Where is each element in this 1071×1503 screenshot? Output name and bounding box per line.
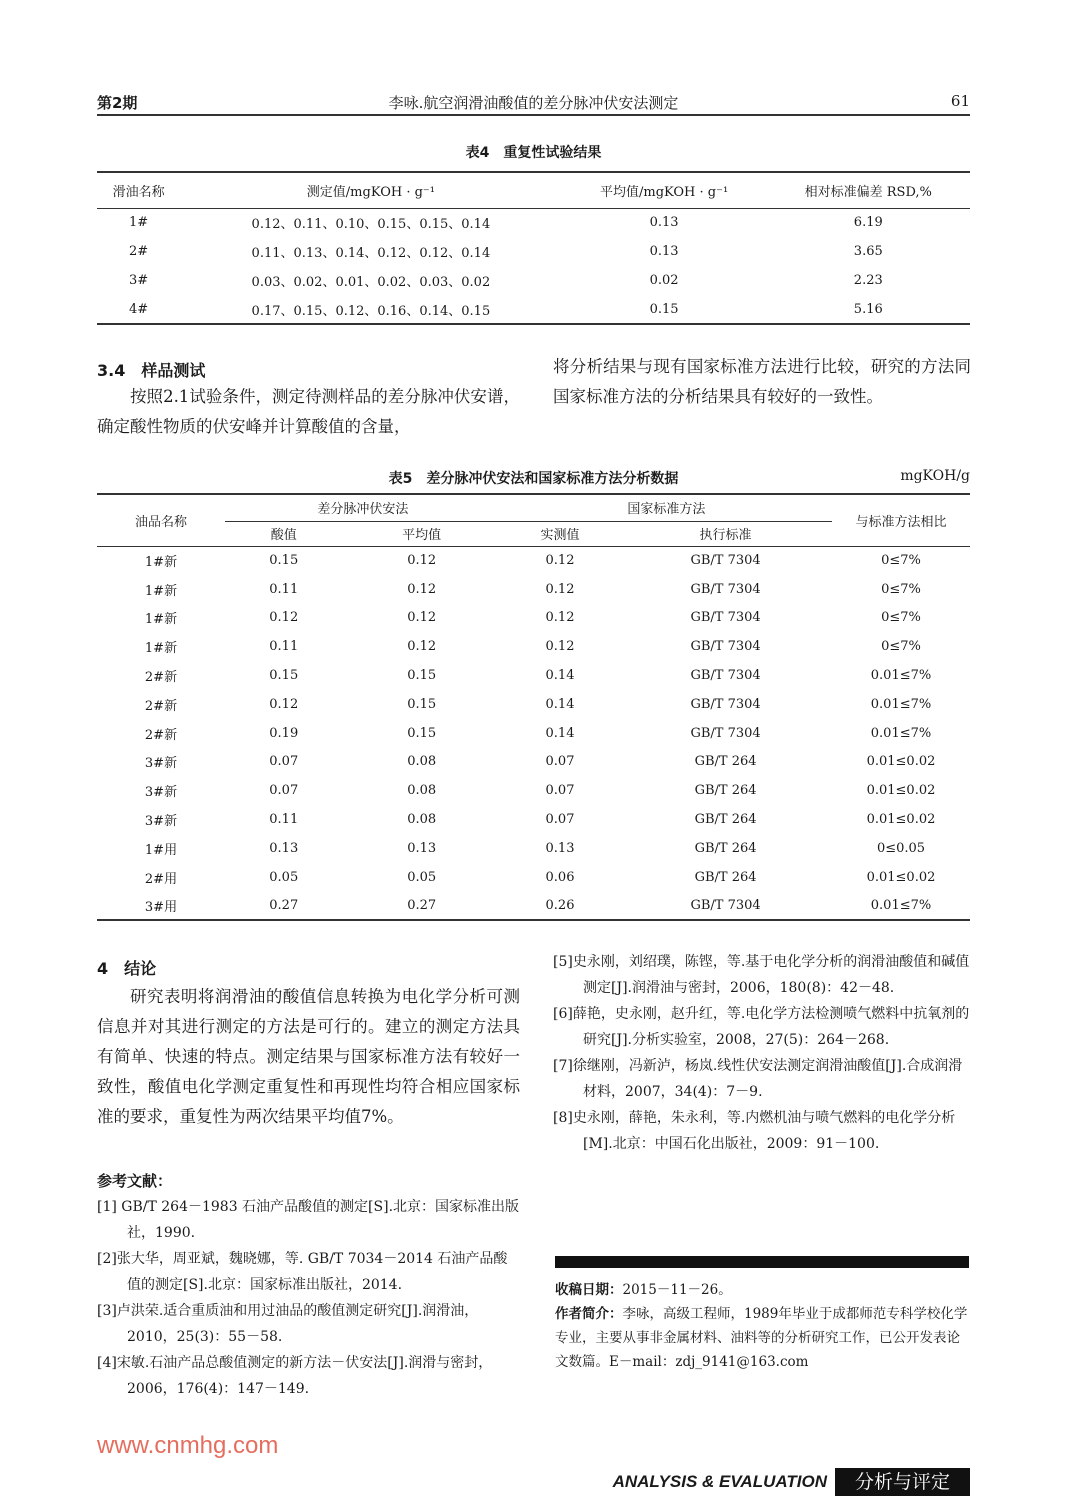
table-row (97, 748, 970, 777)
table-cell: 0.13 (269, 840, 299, 856)
table-row (97, 834, 970, 863)
table-cell: 0.13 (649, 215, 679, 231)
table-cell: 3#新 (144, 785, 178, 801)
page-number: 61 (950, 92, 970, 110)
table-cell: GB/T 7304 (690, 553, 761, 569)
table-row (97, 892, 970, 921)
table-cell: 0.05 (269, 869, 299, 885)
table5 (97, 493, 970, 921)
table-cell: 5.16 (767, 295, 970, 324)
table-cell: 3#新 (144, 814, 178, 830)
table5-caption: 表5 差分脉冲伏安法和国家标准方法分析数据 (388, 471, 679, 487)
table-cell: 0.15 (269, 553, 299, 569)
table-cell: 0.12 (545, 610, 575, 626)
table-cell: 1#新 (144, 583, 178, 599)
table-row (97, 690, 970, 719)
issue-number: 第2期 (97, 94, 138, 112)
reference-item: [4]宋敏.石油产品总酸值测定的新方法－伏安法[J].润滑与密封，2006，176(4)：147－149. (97, 1355, 493, 1397)
references-left (97, 1194, 520, 1402)
table-cell: 0.07 (545, 812, 575, 828)
header-acid-value: 酸值 (225, 521, 343, 546)
footnote (555, 1278, 969, 1374)
table-cell: 0.07 (269, 783, 299, 799)
table-cell: 0≤7% (881, 610, 921, 626)
watermark: www.cnmhg.com (97, 1432, 279, 1459)
table-cell: 2#新 (144, 670, 178, 686)
table-cell: 0.12、0.11、0.10、0.15、0.15、0.14 (251, 217, 491, 233)
header-national-standard: 国家标准方法 (501, 494, 832, 521)
table4 (97, 171, 970, 325)
header-oil-name: 油品名称 (97, 494, 225, 546)
table-cell: GB/T 264 (694, 812, 757, 828)
table-cell: GB/T 7304 (690, 581, 761, 597)
table-cell: 0.11、0.13、0.14、0.12、0.12、0.14 (251, 246, 491, 261)
table-row (97, 805, 970, 834)
table-cell: 0.14 (545, 696, 575, 712)
table-cell: 0.13 (545, 840, 575, 856)
table-cell: 0.01≤0.02 (866, 783, 936, 799)
reference-item: [7]徐继刚，冯新泸，杨岚.线性伏安法测定润滑油酸值[J].合成润滑材料，2007，34(4)：7－9. (553, 1058, 963, 1100)
table-cell: GB/T 264 (694, 869, 757, 885)
header-comparison: 与标准方法相比 (832, 494, 970, 546)
table-cell: 2.23 (853, 273, 883, 288)
footer-journal-en: ANALYSIS & EVALUATION (612, 1472, 827, 1491)
table-cell: GB/T 264 (694, 840, 757, 856)
table5-unit: mgKOH/g (900, 468, 970, 484)
table-cell: 3#新 (144, 756, 178, 772)
header-average: 平均值 (343, 521, 501, 546)
table-row (97, 208, 970, 237)
table-cell: 0.11 (269, 639, 299, 655)
table-cell: 0.12 (407, 639, 437, 655)
table-cell: 0≤7% (881, 553, 921, 569)
table-row (97, 632, 970, 661)
header-standard-used: 执行标准 (619, 521, 832, 546)
conclusion-heading: 4 结论 (97, 959, 157, 978)
reference-item: [1] GB/T 264－1983 石油产品酸值的测定[S].北京：国家标准出版社，1990. (97, 1199, 520, 1241)
table-cell: 0.15 (407, 668, 437, 684)
table-cell: 0.01≤0.02 (866, 754, 936, 770)
received-label: 收稿日期： (555, 1282, 623, 1298)
table-cell: 0.06 (545, 869, 575, 885)
table-cell: 6.19 (853, 215, 883, 231)
reference-item: [8]史永刚，薛艳，朱永利，等.内燃机油与喷气燃料的电化学分析[M].北京：中国石化出版社，2009：91－100. (553, 1110, 956, 1152)
table-cell: 0.11 (269, 581, 299, 597)
table-row (97, 719, 970, 748)
reference-item: [3]卢洪荣.适合重质油和用过油品的酸值测定研究[J].润滑油，2010，25(3)：55－58. (97, 1303, 479, 1345)
table-cell: 0≤7% (881, 639, 921, 655)
table-cell: 3.65 (853, 244, 883, 259)
reference-item: [6]薛艳，史永刚，赵升红，等.电化学方法检测喷气燃料中抗氧剂的研究[J].分析实验室，2008，27(5)：264－268. (553, 1006, 970, 1048)
table-cell: 0.14 (545, 725, 575, 741)
table-cell: 0.07 (545, 754, 575, 770)
table-cell: 1#用 (144, 842, 178, 858)
table-cell: 0.03、0.02、0.01、0.02、0.03、0.02 (251, 275, 491, 290)
table-cell: 0.01≤0.02 (866, 812, 936, 828)
table-cell: GB/T 264 (694, 783, 757, 799)
table-cell: 0.13 (407, 840, 437, 856)
table-cell: 0.12 (407, 610, 437, 626)
table4-caption: 表4 重复性试验结果 (465, 145, 602, 161)
table-cell: 0.15 (562, 295, 767, 324)
references-right (553, 949, 973, 1157)
references-heading: 参考文献： (97, 1172, 173, 1190)
table-cell: 0.12 (545, 581, 575, 597)
table-cell: 0.15 (407, 725, 437, 741)
table-cell: 0.01≤7% (870, 668, 932, 684)
table4-header: 测定值/mgKOH · g⁻¹ (180, 172, 562, 208)
table-cell: 0.12 (269, 610, 299, 626)
table-cell: 0.17、0.15、0.12、0.16、0.14、0.15 (180, 295, 562, 324)
table-cell: 0.07 (269, 754, 299, 770)
table-row (97, 776, 970, 805)
conclusion-text: 研究表明将润滑油的酸值信息转换为电化学分析可测信息并对其进行测定的方法是可行的。建立的测定方法具有简单、快速的特点。测定结果与国家标准方法有较好一致性，酸值电化学测定重复性和再现性均符合相应国家标准的要求，重复性为两次结果平均值7%。 (97, 987, 520, 1126)
table-cell: 0.01≤7% (832, 892, 970, 921)
table-cell: 0.19 (269, 725, 299, 741)
table-cell: 0.26 (501, 892, 619, 921)
table-row (97, 661, 970, 690)
table-cell: 2#用 (144, 871, 178, 887)
table-cell: 0.08 (407, 812, 437, 828)
reference-item: [2]张大华，周亚斌，魏晓娜，等. GB/T 7034－2014 石油产品酸值的测定[S].北京：国家标准出版社，2014. (97, 1251, 508, 1293)
table-cell: GB/T 264 (694, 754, 757, 770)
table-cell: 1#新 (144, 612, 178, 628)
reference-item: [5]史永刚，刘绍璞，陈铿，等.基于电化学分析的润滑油酸值和碱值测定[J].润滑油与密封，2006，180(8)：42－48. (553, 954, 970, 996)
table-row (97, 546, 970, 575)
table-cell: 1#新 (144, 641, 178, 657)
section-3-4-text-left: 按照2.1试验条件，测定待测样品的差分脉冲伏安谱，确定酸性物质的伏安峰并计算酸值的含量， (97, 387, 520, 436)
table-cell: 0.15 (269, 668, 299, 684)
table-cell: 2#新 (144, 727, 178, 743)
table-cell: 0.05 (407, 869, 437, 885)
table-cell: 0.11 (269, 812, 299, 828)
table-cell: 0.01≤7% (870, 725, 932, 741)
table-cell: GB/T 7304 (690, 725, 761, 741)
table-cell: 0.02 (649, 273, 679, 288)
section-3-4-heading: 3.4 样品测试 (97, 361, 206, 380)
table-cell: 4# (97, 295, 180, 324)
table-row (97, 863, 970, 892)
table-cell: 0.14 (545, 668, 575, 684)
table4-header: 相对标准偏差 RSD,% (767, 172, 970, 208)
table-row (97, 237, 970, 266)
divider-bar (555, 1256, 969, 1268)
table-cell: GB/T 7304 (690, 610, 761, 626)
running-title: 李咏.航空润滑油酸值的差分脉冲伏安法测定 (388, 94, 679, 112)
table-cell: 0.12 (545, 553, 575, 569)
table-cell: GB/T 7304 (690, 668, 761, 684)
header-measured: 实测值 (501, 521, 619, 546)
table4-header: 平均值/mgKOH · g⁻¹ (562, 172, 767, 208)
table-cell: 0.01≤0.02 (866, 869, 936, 885)
received-date: 2015－11－26。 (622, 1282, 732, 1298)
table-cell: 0.08 (407, 783, 437, 799)
table-row (97, 295, 970, 324)
table-cell: GB/T 7304 (690, 639, 761, 655)
table-cell: 0.12 (545, 639, 575, 655)
table-row (97, 575, 970, 604)
section-3-4-text-right: 将分析结果与现有国家标准方法进行比较，研究的方法同国家标准方法的分析结果具有较好的一致性。 (553, 357, 971, 406)
table-cell: 3# (128, 273, 149, 288)
table-cell: GB/T 7304 (690, 696, 761, 712)
author-bio: 李咏，高级工程师，1989年毕业于成都师范专科学校化学专业，主要从事非金属材料、油料等的分析研究工作，已公开发表论文数篇。E－mail：zdj_9141@163.com (555, 1306, 968, 1370)
author-label: 作者简介： (555, 1306, 623, 1322)
table4-header: 滑油名称 (97, 172, 180, 208)
table-cell: 0.12 (407, 581, 437, 597)
footer-journal-cn: 分析与评定 (835, 1468, 970, 1496)
table-cell: 0.13 (649, 244, 679, 259)
table-cell: 0.12 (407, 553, 437, 569)
table-cell: 3#用 (97, 892, 225, 921)
table-cell: 0.01≤7% (870, 696, 932, 712)
table-cell: 0.07 (545, 783, 575, 799)
table-cell: 0.08 (407, 754, 437, 770)
table-row (97, 266, 970, 295)
table-cell: GB/T 7304 (619, 892, 832, 921)
table-cell: 1#新 (144, 555, 178, 571)
table-cell: 2# (128, 244, 149, 259)
table-cell: 2#新 (144, 698, 178, 714)
table-cell: 0≤0.05 (876, 840, 926, 856)
table-cell: 0≤7% (881, 581, 921, 597)
table-cell: 0.27 (225, 892, 343, 921)
table-cell: 0.27 (343, 892, 501, 921)
table-cell: 1# (128, 215, 149, 231)
running-header (97, 90, 970, 116)
header-dpv: 差分脉冲伏安法 (225, 494, 501, 521)
table-row (97, 604, 970, 633)
table-cell: 0.12 (269, 696, 299, 712)
table-cell: 0.15 (407, 696, 437, 712)
